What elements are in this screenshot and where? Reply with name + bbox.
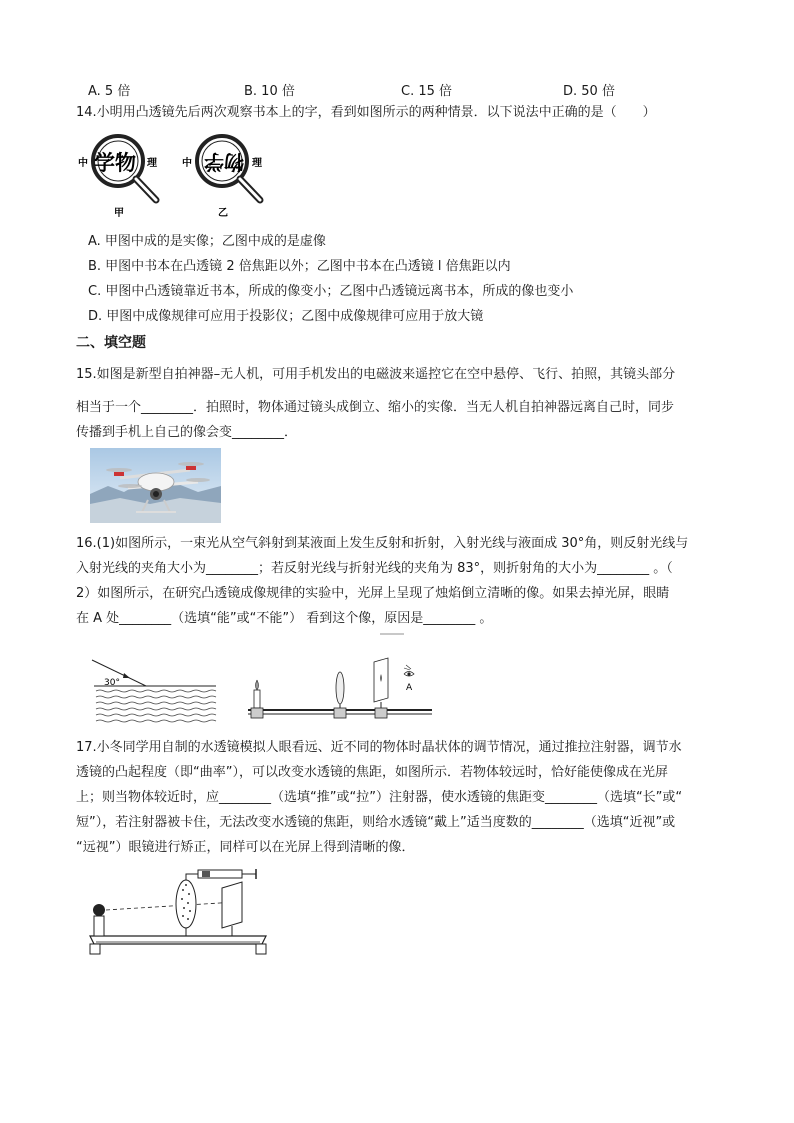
syringe-icon [186,869,256,880]
fig-left-suffix: 理 [147,158,157,169]
candle-icon [251,680,263,718]
q14-magnifier-figure [76,132,276,222]
q17-line-3: 上；则当物体较近时，应________（选填“推”或“拉”）注射器，使水透镜的焦距变________（选填“长”或“ [76,790,683,805]
q13-option-d: D. 50 倍 [563,84,615,99]
q14-stem: 14.小明用凸透镜先后两次观察书本上的字，看到如图所示的两种情景．以下说法中正确的是（ ） [76,105,656,120]
screen-icon [222,882,242,936]
q15-line-3: 传播到手机上自己的像会变________． [76,425,298,440]
q14-option-d: D. 甲图中成像规律可应用于投影仪；乙图中成像规律可应用于放大镜 [88,309,484,324]
q17-line-5: “远视”）眼镜进行矫正，同样可以在光屏上得到清晰的像． [76,840,415,855]
section-title: 二、填空题 [76,335,146,351]
q17-line-4: 短”），若注射器被卡住，无法改变水透镜的焦距，则给水透镜“戴上”适当度数的________（选填“近视”或 [76,815,676,830]
fig-left-caption: 甲 [114,208,124,219]
eye-icon [404,665,414,676]
q16-line-3: 2）如图所示，在研究凸透镜成像规律的实验中，光屏上呈现了烛焰倒立清晰的像。如果去掉光屏，眼睛 [76,586,670,601]
fig-right-caption: 乙 [218,208,228,219]
optical-bench-figure [248,632,434,724]
water-lens-icon [176,880,196,936]
reflection-figure [90,654,220,724]
q14-option-a: A. 甲图中成的是实像；乙图中成的是虚像 [88,234,326,249]
fig-right-prefix: 中 [182,158,192,169]
fig-point-a-label: A [406,683,413,693]
drone-photo [90,448,221,523]
q17-line-2: 透镜的凸起程度（即“曲率”），可以改变水透镜的焦距，如图所示．若物体较远时，恰好能使像成在光屏 [76,765,668,780]
object-icon [93,904,105,936]
q15-line-1: 15.如图是新型自拍神器–无人机，可用手机发出的电磁波来遥控它在空中悬停、飞行、拍照，其镜头部分 [76,367,676,382]
q14-option-b: B. 甲图中书本在凸透镜 2 倍焦距以外；乙图中书本在凸透镜 l 倍焦距以内 [88,259,511,274]
fig-angle-label: 30° [104,678,120,688]
fig-right-suffix: 理 [252,158,262,169]
convex-lens-icon [334,672,346,718]
q13-option-b: B. 10 倍 [244,84,295,99]
q14-option-c: C. 甲图中凸透镜靠近书本，所成的像变小；乙图中凸透镜远离书本，所成的像也变小 [88,284,574,299]
magnifier-right-icon [182,136,263,219]
water-lens-figure [86,866,270,958]
fig-left-big: 学物 [94,151,136,175]
q13-option-c: C. 15 倍 [401,84,453,99]
q17-line-1: 17.小冬同学用自制的水透镜模拟人眼看远、近不同的物体时晶状体的调节情况，通过推拉注射器，调节水 [76,740,682,755]
q15-line-2: 相当于一个________．拍照时，物体通过镜头成倒立、缩小的实像．当无人机自拍神器远离自己时，同步 [76,400,675,415]
q13-option-a: A. 5 倍 [88,84,131,99]
q16-line-2: 入射光线的夹角大小为________；若反射光线与折射光线的夹角为 83°，则折射角的大小为________ 。（ [76,561,673,576]
q16-line-1: 16.(1)如图所示，一束光从空气斜射到某液面上发生反射和折射，入射光线与液面成 30°角，则反射光线与 [76,536,689,551]
q16-line-4: 在 A 处________（选填“能”或“不能”） 看到这个像，原因是________ 。 [76,611,493,626]
screen-icon [374,658,388,718]
fig-left-prefix: 中 [78,158,88,169]
fig-right-big: 物学 [204,150,244,174]
magnifier-left-icon [78,136,158,219]
